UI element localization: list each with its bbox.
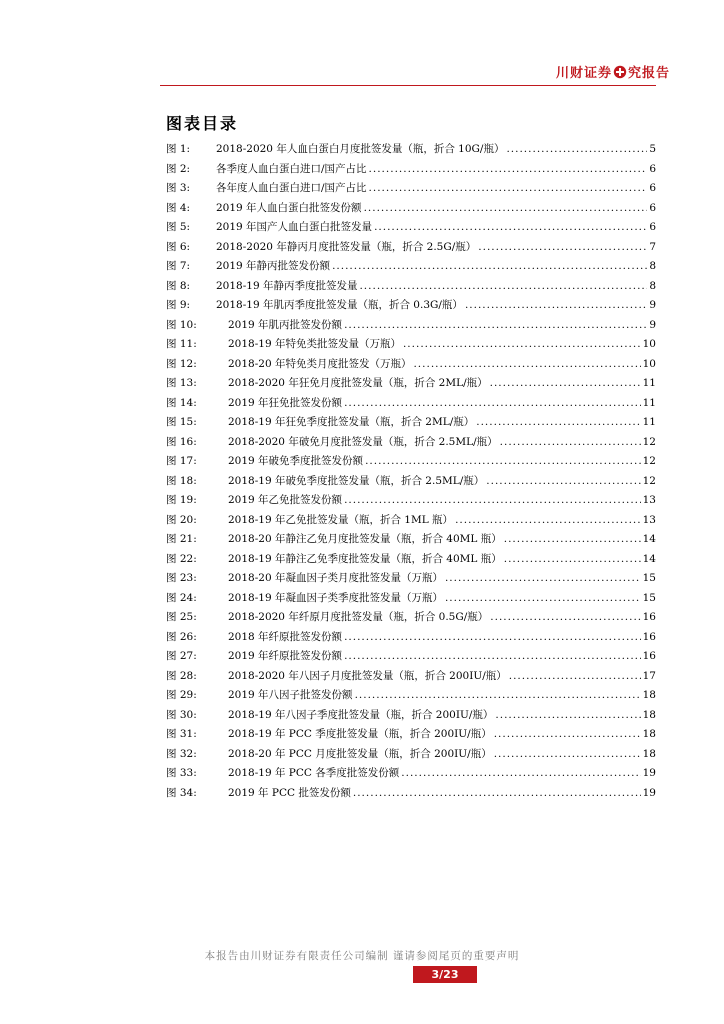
toc-entry-title: 2018-19 年凝血因子类季度批签发量（万瓶） xyxy=(228,591,443,604)
toc-entry-page: 12 xyxy=(642,435,656,448)
toc-dot-leader xyxy=(455,511,641,531)
toc-entry-label: 图 13: xyxy=(166,377,197,389)
toc-entry-label: 图 11: xyxy=(166,338,197,350)
toc-entry-label: 图 8: xyxy=(166,279,191,292)
toc-entry-title: 各年度人血白蛋白进口/国产占比 xyxy=(216,182,367,194)
toc-entry-label: 图 27: xyxy=(166,650,197,662)
toc-entry-label: 图 26: xyxy=(166,630,197,643)
toc-entry[interactable] xyxy=(166,784,656,804)
toc-entry-title: 2019 年 PCC 批签发份额 xyxy=(228,786,351,799)
toc-entry[interactable] xyxy=(166,589,656,609)
toc-dot-leader xyxy=(403,335,641,355)
toc-entry-label: 图 22: xyxy=(166,552,197,565)
toc-entry-label: 图 32: xyxy=(166,747,197,760)
toc-entry-page: 11 xyxy=(642,377,656,389)
toc-entry[interactable] xyxy=(166,628,656,648)
toc-dot-leader xyxy=(413,355,640,375)
toc-entry-label: 图 28: xyxy=(166,669,197,682)
toc-entry-title: 2018-2020 年破免月度批签发量（瓶，折合 2.5ML/瓶） xyxy=(228,435,498,448)
toc-entry-page: 15 xyxy=(642,591,656,604)
toc-entry[interactable] xyxy=(166,745,656,765)
toc-entry-title: 2018-2020 年静丙月度批签发量（瓶，折合 2.5G/瓶） xyxy=(216,240,477,253)
toc-entry-page: 18 xyxy=(642,689,656,701)
toc-entry[interactable] xyxy=(166,277,656,297)
toc-entry-label: 图 4: xyxy=(166,201,191,214)
toc-entry-label: 图 14: xyxy=(166,396,197,409)
toc-entry[interactable] xyxy=(166,491,656,511)
toc-entry-page: 6 xyxy=(649,162,656,175)
toc-entry-page: 10 xyxy=(642,357,656,370)
toc-title: 图表目录 xyxy=(166,114,239,133)
toc-entry-title: 2018-19 年 PCC 各季度批签发份额 xyxy=(228,767,400,779)
toc-entry[interactable] xyxy=(166,374,656,394)
toc-entry-page: 11 xyxy=(642,396,656,409)
toc-entry-title: 2018-19 年特免类批签发量（万瓶） xyxy=(228,338,401,350)
toc-entry-page: 14 xyxy=(642,552,656,565)
toc-entry-label: 图 21: xyxy=(166,533,197,545)
toc-entry-label: 图 5: xyxy=(166,221,191,233)
toc-dot-leader xyxy=(500,433,641,453)
toc-entry-page: 12 xyxy=(642,474,656,487)
toc-entry-label: 图 23: xyxy=(166,572,197,584)
toc-entry-title: 2018-19 年静丙季度批签发量 xyxy=(216,279,358,292)
toc-entry-page: 9 xyxy=(649,318,656,331)
toc-entry[interactable] xyxy=(166,608,656,628)
toc-entry-page: 13 xyxy=(642,513,656,526)
toc-entry-title: 2019 年乙免批签发份额 xyxy=(228,494,343,506)
toc-dot-leader xyxy=(355,686,641,706)
toc-entry-page: 17 xyxy=(642,669,656,682)
toc-entry-title: 各季度人血白蛋白进口/国产占比 xyxy=(216,162,367,175)
toc-dot-leader xyxy=(445,589,641,609)
toc-entry[interactable] xyxy=(166,706,656,726)
toc-entry-page: 9 xyxy=(649,299,656,311)
toc-dot-leader xyxy=(476,413,640,433)
toc-entry[interactable] xyxy=(166,686,656,706)
toc-dot-leader xyxy=(509,667,641,687)
toc-entry-page: 14 xyxy=(642,533,656,545)
toc-entry-title: 2018-19 年 PCC 季度批签发量（瓶，折合 200IU/瓶） xyxy=(228,728,492,740)
toc-dot-leader xyxy=(369,160,648,180)
toc-entry-label: 图 31: xyxy=(166,728,197,740)
toc-entry-label: 图 20: xyxy=(166,513,197,526)
toc-entry-title: 2018-19 年静注乙免季度批签发量（瓶，折合 40ML 瓶） xyxy=(228,552,502,565)
toc-entry-label: 图 25: xyxy=(166,611,197,623)
toc-entry-label: 图 15: xyxy=(166,416,197,428)
toc-entry[interactable] xyxy=(166,335,656,355)
toc-entry[interactable] xyxy=(166,472,656,492)
toc-dot-leader xyxy=(332,257,647,277)
toc-dot-leader xyxy=(364,199,648,219)
toc-entry-page: 16 xyxy=(642,611,656,623)
toc-dot-leader xyxy=(506,140,647,160)
toc-entry-title: 2019 年静丙批签发份额 xyxy=(216,260,331,272)
toc-entry[interactable] xyxy=(166,569,656,589)
toc-entry-page: 15 xyxy=(642,572,656,584)
toc-entry-page: 18 xyxy=(642,728,656,740)
toc-entry-label: 图 24: xyxy=(166,591,197,604)
toc-dot-leader xyxy=(344,491,641,511)
toc-entry[interactable] xyxy=(166,530,656,550)
toc-entry-label: 图 9: xyxy=(166,299,191,311)
toc-entry-label: 图 19: xyxy=(166,494,197,506)
toc-entry-label: 图 7: xyxy=(166,260,191,272)
toc-entry[interactable] xyxy=(166,199,656,219)
toc-entry[interactable] xyxy=(166,394,656,414)
toc-dot-leader xyxy=(401,764,640,784)
toc-entry-page: 19 xyxy=(642,767,656,779)
toc-dot-leader xyxy=(344,647,641,667)
toc-entry[interactable] xyxy=(166,140,656,160)
toc-entry-page: 5 xyxy=(649,143,656,155)
brand-name: 川财证券 xyxy=(555,66,612,81)
toc-entry-label: 图 34: xyxy=(166,786,197,799)
footer-disclaimer: 本报告由川财证券有限责任公司编制 谨请参阅尾页的重要声明 xyxy=(204,950,520,962)
toc-dot-leader xyxy=(490,608,640,628)
toc-entry[interactable] xyxy=(166,667,656,687)
toc-entry[interactable] xyxy=(166,511,656,531)
toc-entry-page: 19 xyxy=(642,786,656,799)
toc-entry-title: 2019 年人血白蛋白批签发份额 xyxy=(216,201,362,214)
toc-entry-label: 图 2: xyxy=(166,162,191,175)
header-divider xyxy=(160,85,656,86)
toc-entry-page: 7 xyxy=(649,240,656,253)
toc-entry-title: 2018-20 年凝血因子类月度批签发量（万瓶） xyxy=(228,572,443,584)
toc-entry-label: 图 6: xyxy=(166,240,191,253)
toc-dot-leader xyxy=(365,452,641,472)
toc-entry-page: 6 xyxy=(649,182,656,194)
toc-dot-leader xyxy=(504,550,641,570)
figure-toc xyxy=(166,140,656,803)
toc-entry-title: 2018-2020 年纤原月度批签发量（瓶，折合 0.5G/瓶） xyxy=(228,611,489,623)
toc-entry-title: 2018-20 年特免类月度批签发（万瓶） xyxy=(228,357,412,370)
toc-entry-page: 11 xyxy=(642,416,656,428)
toc-dot-leader xyxy=(490,374,641,394)
toc-entry[interactable] xyxy=(166,316,656,336)
toc-entry-title: 2019 年肌丙批签发份额 xyxy=(228,318,343,331)
toc-entry-label: 图 17: xyxy=(166,455,197,467)
toc-entry-page: 18 xyxy=(642,747,656,760)
toc-entry-page: 8 xyxy=(649,279,656,292)
toc-dot-leader xyxy=(353,784,641,804)
toc-entry[interactable] xyxy=(166,296,656,316)
toc-entry[interactable] xyxy=(166,257,656,277)
toc-entry[interactable] xyxy=(166,160,656,180)
toc-entry-title: 2018-2020 年狂免月度批签发量（瓶，折合 2ML/瓶） xyxy=(228,377,488,389)
toc-entry-title: 2018-2020 年八因子月度批签发量（瓶，折合 200IU/瓶） xyxy=(228,669,507,682)
toc-entry-page: 12 xyxy=(642,455,656,467)
toc-entry-title: 2019 年狂免批签发份额 xyxy=(228,396,343,409)
toc-dot-leader xyxy=(374,218,647,238)
toc-entry[interactable] xyxy=(166,355,656,375)
toc-entry-label: 图 16: xyxy=(166,435,197,448)
toc-entry-title: 2018-19 年肌丙季度批签发量（瓶，折合 0.3G/瓶） xyxy=(216,299,463,311)
toc-entry[interactable] xyxy=(166,647,656,667)
toc-dot-leader xyxy=(478,238,647,258)
toc-entry-page: 18 xyxy=(642,708,656,721)
toc-entry-title: 2018-19 年八因子季度批签发量（瓶，折合 200IU/瓶） xyxy=(228,708,494,721)
toc-entry[interactable] xyxy=(166,725,656,745)
toc-dot-leader xyxy=(465,296,647,316)
toc-entry-title: 2019 年国产人血白蛋白批签发量 xyxy=(216,221,373,233)
toc-dot-leader xyxy=(344,628,641,648)
toc-dot-leader xyxy=(359,277,647,297)
toc-entry-title: 2018-19 年破免季度批签发量（瓶，折合 2.5ML/瓶） xyxy=(228,474,485,487)
toc-dot-leader xyxy=(344,394,641,414)
report-header xyxy=(0,62,670,80)
toc-entry-title: 2019 年破免季度批签发份额 xyxy=(228,455,364,467)
toc-entry-title: 2018 年纤原批签发份额 xyxy=(228,630,343,643)
page-indicator: 3/23 xyxy=(413,966,477,983)
toc-entry-label: 图 33: xyxy=(166,767,197,779)
toc-entry-title: 2019 年八因子批签发份额 xyxy=(228,689,353,701)
toc-entry[interactable] xyxy=(166,433,656,453)
toc-entry[interactable] xyxy=(166,764,656,784)
toc-entry-page: 13 xyxy=(642,494,656,506)
toc-dot-leader xyxy=(486,472,640,492)
toc-entry[interactable] xyxy=(166,452,656,472)
toc-entry-label: 图 10: xyxy=(166,318,197,331)
toc-entry-page: 8 xyxy=(649,260,656,272)
toc-entry-label: 图 30: xyxy=(166,708,197,721)
toc-dot-leader xyxy=(369,179,648,199)
toc-dot-leader xyxy=(344,316,647,336)
toc-entry-label: 图 12: xyxy=(166,357,197,370)
toc-entry-title: 2019 年纤原批签发份额 xyxy=(228,650,343,662)
toc-dot-leader xyxy=(504,530,641,550)
toc-entry-label: 图 1: xyxy=(166,143,191,155)
toc-dot-leader xyxy=(494,745,641,765)
toc-entry[interactable] xyxy=(166,238,656,258)
toc-entry-page: 16 xyxy=(642,650,656,662)
toc-dot-leader xyxy=(494,725,641,745)
toc-entry[interactable] xyxy=(166,550,656,570)
report-type: 究报告 xyxy=(627,66,670,81)
toc-entry-title: 2018-2020 年人血白蛋白月度批签发量（瓶，折合 10G/瓶） xyxy=(216,143,505,155)
toc-entry-page: 16 xyxy=(642,630,656,643)
toc-entry[interactable] xyxy=(166,218,656,238)
toc-entry-page: 10 xyxy=(642,338,656,350)
toc-entry[interactable] xyxy=(166,179,656,199)
toc-entry[interactable] xyxy=(166,413,656,433)
toc-dot-leader xyxy=(495,706,640,726)
toc-entry-title: 2018-20 年静注乙免月度批签发量（瓶，折合 40ML 瓶） xyxy=(228,533,502,545)
toc-entry-title: 2018-19 年乙免批签发量（瓶，折合 1ML 瓶） xyxy=(228,513,454,526)
toc-entry-title: 2018-19 年狂免季度批签发量（瓶，折合 2ML/瓶） xyxy=(228,416,475,428)
toc-entry-label: 图 18: xyxy=(166,474,197,487)
toc-dot-leader xyxy=(445,569,641,589)
toc-entry-page: 6 xyxy=(649,221,656,233)
toc-entry-label: 图 29: xyxy=(166,689,197,701)
toc-entry-label: 图 3: xyxy=(166,182,191,194)
toc-entry-page: 6 xyxy=(649,201,656,214)
brand-logo-icon xyxy=(613,65,627,83)
toc-entry-title: 2018-20 年 PCC 月度批签发量（瓶，折合 200IU/瓶） xyxy=(228,747,492,760)
